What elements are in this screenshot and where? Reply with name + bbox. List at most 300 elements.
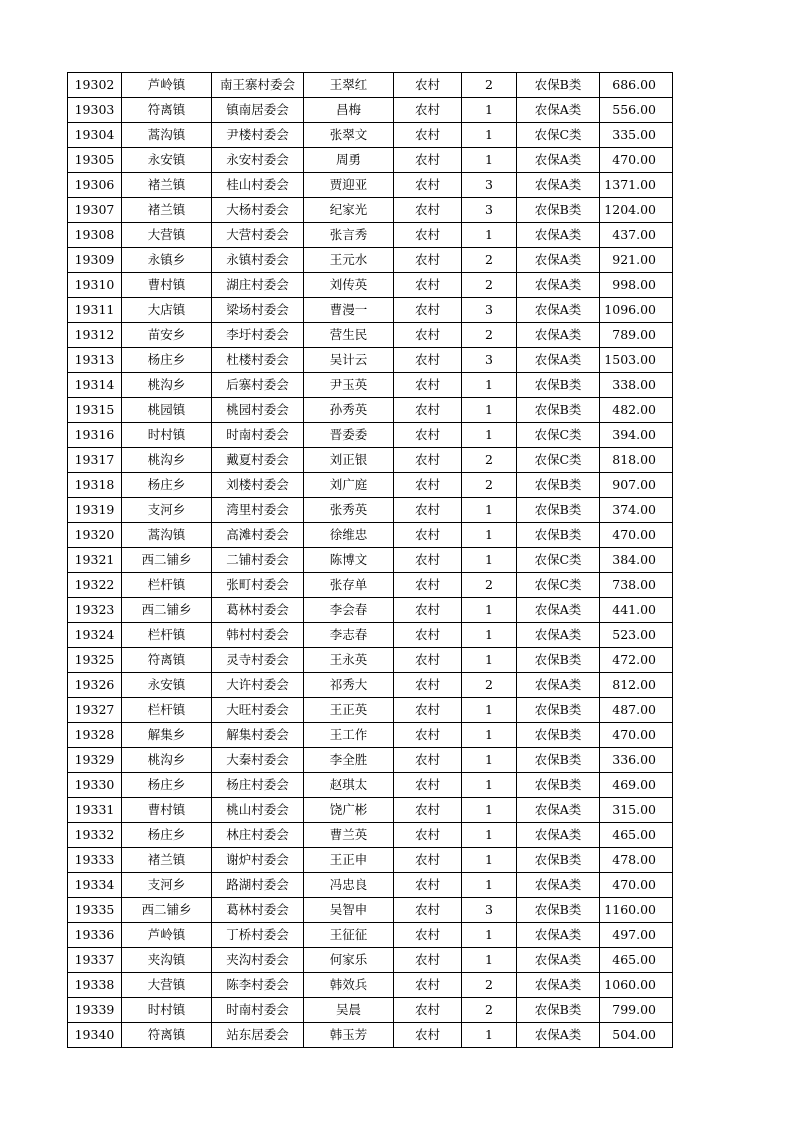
table-row — [68, 98, 673, 123]
record-id-cell: 19333 — [68, 848, 122, 873]
record-id-cell: 19321 — [68, 548, 122, 573]
town-cell: 褚兰镇 — [122, 848, 212, 873]
amount-cell: 812.00 — [600, 673, 673, 698]
village-committee-cell: 高滩村委会 — [212, 523, 304, 548]
insurance-category-cell: 农保B类 — [517, 373, 600, 398]
table-row — [68, 548, 673, 573]
member-count-cell: 3 — [462, 348, 517, 373]
member-count-cell: 2 — [462, 998, 517, 1023]
town-cell: 芦岭镇 — [122, 73, 212, 98]
household-type-cell: 农村 — [394, 273, 462, 298]
town-cell: 曹村镇 — [122, 273, 212, 298]
table-row — [68, 198, 673, 223]
insurance-category-cell: 农保A类 — [517, 98, 600, 123]
person-name-cell: 张言秀 — [304, 223, 394, 248]
table-row — [68, 623, 673, 648]
insurance-category-cell: 农保B类 — [517, 848, 600, 873]
household-type-cell: 农村 — [394, 973, 462, 998]
village-committee-cell: 二铺村委会 — [212, 548, 304, 573]
member-count-cell: 3 — [462, 198, 517, 223]
table-row — [68, 773, 673, 798]
record-id-cell: 19325 — [68, 648, 122, 673]
household-type-cell: 农村 — [394, 623, 462, 648]
village-committee-cell: 南王寨村委会 — [212, 73, 304, 98]
record-id-cell: 19336 — [68, 923, 122, 948]
amount-cell: 338.00 — [600, 373, 673, 398]
table-row — [68, 473, 673, 498]
household-type-cell: 农村 — [394, 673, 462, 698]
record-id-cell: 19327 — [68, 698, 122, 723]
person-name-cell: 昌梅 — [304, 98, 394, 123]
member-count-cell: 1 — [462, 798, 517, 823]
person-name-cell: 营生民 — [304, 323, 394, 348]
table-row — [68, 223, 673, 248]
village-committee-cell: 镇南居委会 — [212, 98, 304, 123]
member-count-cell: 1 — [462, 1023, 517, 1048]
table-row — [68, 523, 673, 548]
insurance-category-cell: 农保A类 — [517, 298, 600, 323]
member-count-cell: 1 — [462, 423, 517, 448]
record-id-cell: 19335 — [68, 898, 122, 923]
amount-cell: 504.00 — [600, 1023, 673, 1048]
member-count-cell: 1 — [462, 773, 517, 798]
record-id-cell: 19302 — [68, 73, 122, 98]
person-name-cell: 周勇 — [304, 148, 394, 173]
member-count-cell: 1 — [462, 823, 517, 848]
record-id-cell: 19306 — [68, 173, 122, 198]
village-committee-cell: 永镇村委会 — [212, 248, 304, 273]
record-id-cell: 19330 — [68, 773, 122, 798]
member-count-cell: 1 — [462, 98, 517, 123]
person-name-cell: 徐维忠 — [304, 523, 394, 548]
person-name-cell: 曹漫一 — [304, 298, 394, 323]
insurance-category-cell: 农保B类 — [517, 748, 600, 773]
village-committee-cell: 大杨村委会 — [212, 198, 304, 223]
amount-cell: 487.00 — [600, 698, 673, 723]
person-name-cell: 孙秀英 — [304, 398, 394, 423]
table-row — [68, 948, 673, 973]
town-cell: 夹沟镇 — [122, 948, 212, 973]
table-row — [68, 1023, 673, 1048]
village-committee-cell: 丁桥村委会 — [212, 923, 304, 948]
table-row — [68, 273, 673, 298]
record-id-cell: 19307 — [68, 198, 122, 223]
amount-cell: 469.00 — [600, 773, 673, 798]
member-count-cell: 2 — [462, 973, 517, 998]
person-name-cell: 韩玉芳 — [304, 1023, 394, 1048]
town-cell: 杨庄乡 — [122, 348, 212, 373]
town-cell: 栏杆镇 — [122, 573, 212, 598]
amount-cell: 374.00 — [600, 498, 673, 523]
record-id-cell: 19304 — [68, 123, 122, 148]
town-cell: 曹村镇 — [122, 798, 212, 823]
village-committee-cell: 时南村委会 — [212, 998, 304, 1023]
town-cell: 大营镇 — [122, 973, 212, 998]
amount-cell: 470.00 — [600, 723, 673, 748]
town-cell: 桃沟乡 — [122, 448, 212, 473]
table-row — [68, 248, 673, 273]
record-id-cell: 19334 — [68, 873, 122, 898]
amount-cell: 1096.00 — [600, 298, 673, 323]
record-id-cell: 19312 — [68, 323, 122, 348]
record-id-cell: 19309 — [68, 248, 122, 273]
amount-cell: 907.00 — [600, 473, 673, 498]
person-name-cell: 刘广庭 — [304, 473, 394, 498]
town-cell: 杨庄乡 — [122, 773, 212, 798]
household-type-cell: 农村 — [394, 348, 462, 373]
record-id-cell: 19314 — [68, 373, 122, 398]
household-type-cell: 农村 — [394, 373, 462, 398]
village-committee-cell: 陈李村委会 — [212, 973, 304, 998]
amount-cell: 384.00 — [600, 548, 673, 573]
village-committee-cell: 大许村委会 — [212, 673, 304, 698]
insurance-category-cell: 农保C类 — [517, 123, 600, 148]
record-id-cell: 19318 — [68, 473, 122, 498]
table-row — [68, 748, 673, 773]
household-type-cell: 农村 — [394, 773, 462, 798]
household-type-cell: 农村 — [394, 923, 462, 948]
village-committee-cell: 李圩村委会 — [212, 323, 304, 348]
member-count-cell: 1 — [462, 948, 517, 973]
insurance-category-cell: 农保B类 — [517, 698, 600, 723]
record-id-cell: 19308 — [68, 223, 122, 248]
insurance-category-cell: 农保C类 — [517, 423, 600, 448]
town-cell: 西二铺乡 — [122, 898, 212, 923]
amount-cell: 1204.00 — [600, 198, 673, 223]
village-committee-cell: 大秦村委会 — [212, 748, 304, 773]
insurance-category-cell: 农保B类 — [517, 648, 600, 673]
village-committee-cell: 桃山村委会 — [212, 798, 304, 823]
household-type-cell: 农村 — [394, 573, 462, 598]
table-row — [68, 448, 673, 473]
record-id-cell: 19332 — [68, 823, 122, 848]
insurance-category-cell: 农保A类 — [517, 348, 600, 373]
amount-cell: 738.00 — [600, 573, 673, 598]
member-count-cell: 1 — [462, 748, 517, 773]
household-type-cell: 农村 — [394, 148, 462, 173]
town-cell: 桃沟乡 — [122, 373, 212, 398]
table-row — [68, 573, 673, 598]
person-name-cell: 李会春 — [304, 598, 394, 623]
village-committee-cell: 路湖村委会 — [212, 873, 304, 898]
insurance-category-cell: 农保A类 — [517, 948, 600, 973]
member-count-cell: 2 — [462, 73, 517, 98]
insurance-category-cell: 农保C类 — [517, 448, 600, 473]
insurance-category-cell: 农保A类 — [517, 823, 600, 848]
record-id-cell: 19305 — [68, 148, 122, 173]
member-count-cell: 2 — [462, 673, 517, 698]
village-committee-cell: 灵寺村委会 — [212, 648, 304, 673]
village-committee-cell: 湖庄村委会 — [212, 273, 304, 298]
insurance-category-cell: 农保B类 — [517, 473, 600, 498]
amount-cell: 686.00 — [600, 73, 673, 98]
insurance-category-cell: 农保B类 — [517, 723, 600, 748]
village-committee-cell: 葛林村委会 — [212, 898, 304, 923]
household-type-cell: 农村 — [394, 873, 462, 898]
member-count-cell: 2 — [462, 473, 517, 498]
town-cell: 支河乡 — [122, 873, 212, 898]
person-name-cell: 张秀英 — [304, 498, 394, 523]
household-type-cell: 农村 — [394, 798, 462, 823]
insurance-category-cell: 农保A类 — [517, 173, 600, 198]
person-name-cell: 纪家光 — [304, 198, 394, 223]
person-name-cell: 张翠文 — [304, 123, 394, 148]
town-cell: 时村镇 — [122, 998, 212, 1023]
town-cell: 褚兰镇 — [122, 198, 212, 223]
member-count-cell: 1 — [462, 923, 517, 948]
town-cell: 蒿沟镇 — [122, 123, 212, 148]
table-row — [68, 973, 673, 998]
household-type-cell: 农村 — [394, 823, 462, 848]
insurance-category-cell: 农保A类 — [517, 923, 600, 948]
record-id-cell: 19338 — [68, 973, 122, 998]
town-cell: 永安镇 — [122, 673, 212, 698]
person-name-cell: 贾迎亚 — [304, 173, 394, 198]
record-id-cell: 19320 — [68, 523, 122, 548]
record-id-cell: 19303 — [68, 98, 122, 123]
record-id-cell: 19339 — [68, 998, 122, 1023]
village-committee-cell: 永安村委会 — [212, 148, 304, 173]
record-id-cell: 19322 — [68, 573, 122, 598]
village-committee-cell: 杨庄村委会 — [212, 773, 304, 798]
insurance-category-cell: 农保A类 — [517, 673, 600, 698]
table-row — [68, 398, 673, 423]
record-id-cell: 19313 — [68, 348, 122, 373]
amount-cell: 998.00 — [600, 273, 673, 298]
amount-cell: 437.00 — [600, 223, 673, 248]
amount-cell: 335.00 — [600, 123, 673, 148]
person-name-cell: 王翠红 — [304, 73, 394, 98]
member-count-cell: 1 — [462, 373, 517, 398]
household-type-cell: 农村 — [394, 998, 462, 1023]
village-committee-cell: 站东居委会 — [212, 1023, 304, 1048]
person-name-cell: 刘传英 — [304, 273, 394, 298]
record-id-cell: 19328 — [68, 723, 122, 748]
person-name-cell: 曹兰英 — [304, 823, 394, 848]
record-id-cell: 19337 — [68, 948, 122, 973]
household-type-cell: 农村 — [394, 548, 462, 573]
member-count-cell: 1 — [462, 648, 517, 673]
town-cell: 大店镇 — [122, 298, 212, 323]
insurance-category-cell: 农保A类 — [517, 148, 600, 173]
table-row — [68, 173, 673, 198]
insurance-category-cell: 农保A类 — [517, 798, 600, 823]
record-id-cell: 19310 — [68, 273, 122, 298]
member-count-cell: 2 — [462, 323, 517, 348]
member-count-cell: 1 — [462, 398, 517, 423]
table-row — [68, 323, 673, 348]
amount-cell: 1371.00 — [600, 173, 673, 198]
village-committee-cell: 时南村委会 — [212, 423, 304, 448]
amount-cell: 523.00 — [600, 623, 673, 648]
insurance-category-cell: 农保A类 — [517, 598, 600, 623]
person-name-cell: 韩效兵 — [304, 973, 394, 998]
person-name-cell: 王正英 — [304, 698, 394, 723]
table-row — [68, 598, 673, 623]
amount-cell: 470.00 — [600, 873, 673, 898]
record-id-cell: 19324 — [68, 623, 122, 648]
village-committee-cell: 解集村委会 — [212, 723, 304, 748]
village-committee-cell: 大旺村委会 — [212, 698, 304, 723]
household-type-cell: 农村 — [394, 73, 462, 98]
table-row — [68, 348, 673, 373]
table-row — [68, 648, 673, 673]
record-id-cell: 19317 — [68, 448, 122, 473]
village-committee-cell: 桃园村委会 — [212, 398, 304, 423]
household-type-cell: 农村 — [394, 98, 462, 123]
amount-cell: 1160.00 — [600, 898, 673, 923]
household-type-cell: 农村 — [394, 898, 462, 923]
table-row — [68, 873, 673, 898]
town-cell: 符离镇 — [122, 648, 212, 673]
member-count-cell: 2 — [462, 248, 517, 273]
amount-cell: 394.00 — [600, 423, 673, 448]
person-name-cell: 吴计云 — [304, 348, 394, 373]
table-row — [68, 823, 673, 848]
amount-cell: 465.00 — [600, 823, 673, 848]
town-cell: 符离镇 — [122, 98, 212, 123]
person-name-cell: 吴智申 — [304, 898, 394, 923]
record-id-cell: 19319 — [68, 498, 122, 523]
table-row — [68, 373, 673, 398]
insurance-category-cell: 农保A类 — [517, 273, 600, 298]
member-count-cell: 2 — [462, 573, 517, 598]
village-committee-cell: 大营村委会 — [212, 223, 304, 248]
insurance-category-cell: 农保C类 — [517, 573, 600, 598]
table-row — [68, 673, 673, 698]
household-type-cell: 农村 — [394, 523, 462, 548]
insurance-category-cell: 农保B类 — [517, 773, 600, 798]
insurance-category-cell: 农保B类 — [517, 523, 600, 548]
village-committee-cell: 谢炉村委会 — [212, 848, 304, 873]
town-cell: 解集乡 — [122, 723, 212, 748]
table-row — [68, 123, 673, 148]
person-name-cell: 李全胜 — [304, 748, 394, 773]
table-row — [68, 423, 673, 448]
amount-cell: 465.00 — [600, 948, 673, 973]
insurance-category-cell: 农保C类 — [517, 548, 600, 573]
amount-cell: 497.00 — [600, 923, 673, 948]
member-count-cell: 2 — [462, 448, 517, 473]
amount-cell: 482.00 — [600, 398, 673, 423]
household-type-cell: 农村 — [394, 648, 462, 673]
table-row — [68, 298, 673, 323]
household-type-cell: 农村 — [394, 948, 462, 973]
amount-cell: 470.00 — [600, 148, 673, 173]
amount-cell: 818.00 — [600, 448, 673, 473]
insurance-category-cell: 农保B类 — [517, 998, 600, 1023]
village-committee-cell: 湾里村委会 — [212, 498, 304, 523]
household-type-cell: 农村 — [394, 473, 462, 498]
town-cell: 芦岭镇 — [122, 923, 212, 948]
town-cell: 蒿沟镇 — [122, 523, 212, 548]
village-committee-cell: 桂山村委会 — [212, 173, 304, 198]
person-name-cell: 李志春 — [304, 623, 394, 648]
record-table — [67, 72, 673, 1048]
member-count-cell: 3 — [462, 173, 517, 198]
table-row — [68, 498, 673, 523]
table-row — [68, 898, 673, 923]
person-name-cell: 吴晨 — [304, 998, 394, 1023]
household-type-cell: 农村 — [394, 198, 462, 223]
town-cell: 杨庄乡 — [122, 473, 212, 498]
person-name-cell: 祁秀大 — [304, 673, 394, 698]
person-name-cell: 王正申 — [304, 848, 394, 873]
member-count-cell: 1 — [462, 148, 517, 173]
insurance-category-cell: 农保A类 — [517, 1023, 600, 1048]
insurance-category-cell: 农保B类 — [517, 398, 600, 423]
record-id-cell: 19326 — [68, 673, 122, 698]
insurance-category-cell: 农保B类 — [517, 73, 600, 98]
village-committee-cell: 葛林村委会 — [212, 598, 304, 623]
village-committee-cell: 后寨村委会 — [212, 373, 304, 398]
town-cell: 永镇乡 — [122, 248, 212, 273]
record-id-cell: 19315 — [68, 398, 122, 423]
household-type-cell: 农村 — [394, 698, 462, 723]
amount-cell: 921.00 — [600, 248, 673, 273]
household-type-cell: 农村 — [394, 448, 462, 473]
amount-cell: 441.00 — [600, 598, 673, 623]
town-cell: 桃沟乡 — [122, 748, 212, 773]
household-type-cell: 农村 — [394, 123, 462, 148]
record-id-cell: 19329 — [68, 748, 122, 773]
record-id-cell: 19311 — [68, 298, 122, 323]
amount-cell: 470.00 — [600, 523, 673, 548]
amount-cell: 799.00 — [600, 998, 673, 1023]
household-type-cell: 农村 — [394, 748, 462, 773]
member-count-cell: 1 — [462, 623, 517, 648]
record-id-cell: 19316 — [68, 423, 122, 448]
insurance-category-cell: 农保A类 — [517, 248, 600, 273]
member-count-cell: 3 — [462, 298, 517, 323]
town-cell: 时村镇 — [122, 423, 212, 448]
person-name-cell: 王元水 — [304, 248, 394, 273]
insurance-category-cell: 农保A类 — [517, 973, 600, 998]
household-type-cell: 农村 — [394, 1023, 462, 1048]
person-name-cell: 王工作 — [304, 723, 394, 748]
town-cell: 支河乡 — [122, 498, 212, 523]
insurance-category-cell: 农保A类 — [517, 323, 600, 348]
person-name-cell: 陈博文 — [304, 548, 394, 573]
amount-cell: 1060.00 — [600, 973, 673, 998]
table-row — [68, 148, 673, 173]
amount-cell: 336.00 — [600, 748, 673, 773]
village-committee-cell: 张町村委会 — [212, 573, 304, 598]
household-type-cell: 农村 — [394, 323, 462, 348]
person-name-cell: 冯忠良 — [304, 873, 394, 898]
person-name-cell: 晋委委 — [304, 423, 394, 448]
household-type-cell: 农村 — [394, 398, 462, 423]
household-type-cell: 农村 — [394, 498, 462, 523]
table-row — [68, 848, 673, 873]
village-committee-cell: 林庄村委会 — [212, 823, 304, 848]
table-row — [68, 698, 673, 723]
town-cell: 杨庄乡 — [122, 823, 212, 848]
town-cell: 桃园镇 — [122, 398, 212, 423]
person-name-cell: 张存单 — [304, 573, 394, 598]
amount-cell: 478.00 — [600, 848, 673, 873]
member-count-cell: 1 — [462, 123, 517, 148]
amount-cell: 472.00 — [600, 648, 673, 673]
amount-cell: 1503.00 — [600, 348, 673, 373]
person-name-cell: 尹玉英 — [304, 373, 394, 398]
member-count-cell: 1 — [462, 723, 517, 748]
town-cell: 西二铺乡 — [122, 548, 212, 573]
town-cell: 褚兰镇 — [122, 173, 212, 198]
person-name-cell: 王征征 — [304, 923, 394, 948]
member-count-cell: 1 — [462, 598, 517, 623]
town-cell: 大营镇 — [122, 223, 212, 248]
